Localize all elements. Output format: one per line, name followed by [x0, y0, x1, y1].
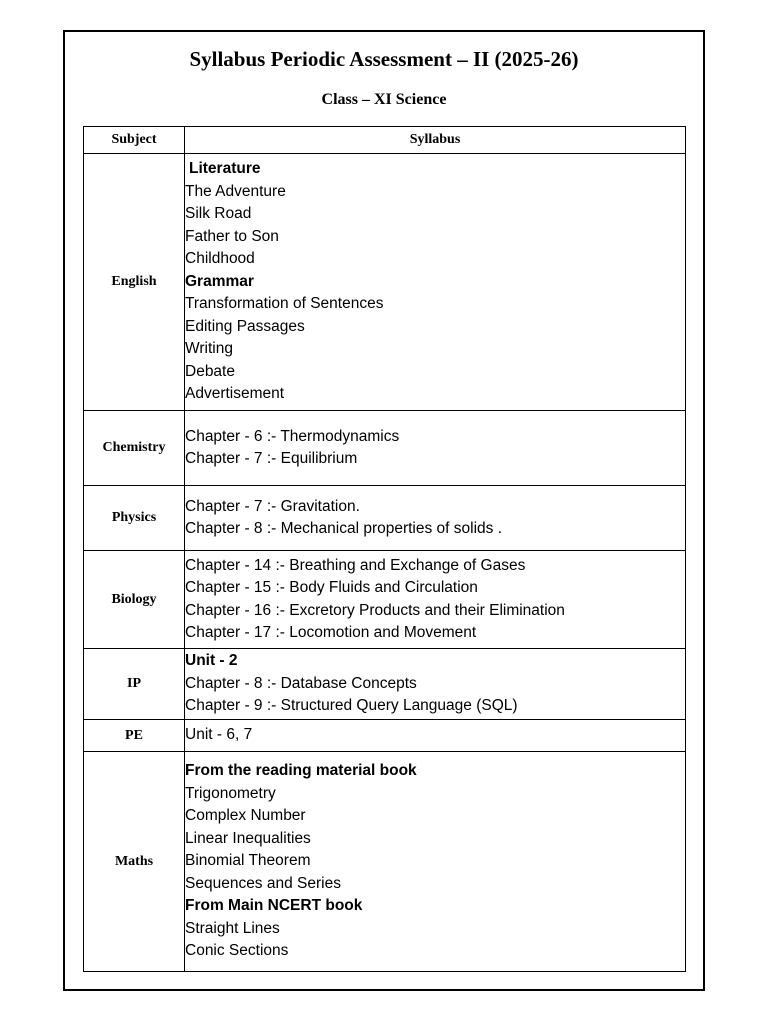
syllabus-line: Chapter - 17 :- Locomotion and Movement — [185, 624, 477, 641]
syllabus-line: Childhood — [185, 250, 255, 268]
syllabus-line: Binomial Theorem — [185, 852, 311, 870]
document-title: Syllabus Periodic Assessment – II (2025-26) — [189, 47, 579, 71]
syllabus-line: Linear Inequalities — [185, 829, 311, 847]
syllabus-line: Silk Road — [185, 205, 252, 223]
syllabus-cell — [185, 551, 686, 649]
syllabus-cell — [185, 649, 686, 720]
section-heading: From Main NCERT book — [185, 897, 363, 915]
syllabus-line: Advertisement — [185, 385, 285, 403]
section-heading: Unit - 2 — [185, 652, 238, 670]
section-heading: From the reading material book — [185, 762, 417, 780]
syllabus-line: Editing Passages — [185, 317, 305, 335]
subject-cell: PE — [84, 720, 185, 752]
syllabus-line: Unit - 6, 7 — [185, 726, 253, 744]
table-row-maths — [84, 752, 686, 972]
subject-cell: Chemistry — [84, 411, 185, 486]
syllabus-line: Conic Sections — [185, 942, 289, 960]
syllabus-cell — [185, 411, 686, 486]
subject-cell: English — [84, 154, 185, 411]
table-row-biology — [84, 551, 686, 649]
syllabus-cell — [185, 154, 686, 411]
table-row-chemistry — [84, 411, 686, 486]
syllabus-table — [83, 126, 686, 972]
subject-cell: IP — [84, 649, 185, 720]
subject-column-header: Subject — [84, 127, 185, 154]
syllabus-line: Writing — [185, 340, 233, 358]
section-heading: Grammar — [185, 272, 254, 290]
syllabus-line: Complex Number — [185, 807, 306, 825]
syllabus-line: Chapter - 7 :- Equilibrium — [185, 450, 358, 467]
syllabus-line: Chapter - 9 :- Structured Query Language (SQL) — [185, 697, 518, 715]
syllabus-line: Chapter - 6 :- Thermodynamics — [185, 427, 400, 445]
syllabus-line: Chapter - 14 :- Breathing and Exchange of Gases — [185, 556, 526, 574]
syllabus-line: Debate — [185, 362, 235, 380]
syllabus-line: Chapter - 8 :- Database Concepts — [185, 674, 417, 692]
section-heading: Literature — [189, 160, 261, 178]
table-header-row — [84, 127, 686, 154]
subject-cell: Physics — [84, 486, 185, 551]
table-row-english — [84, 154, 686, 411]
syllabus-line: Father to Son — [185, 227, 279, 245]
table-row-physics — [84, 486, 686, 551]
syllabus-column-header: Syllabus — [185, 127, 686, 154]
syllabus-line: Trigonometry — [185, 784, 276, 802]
syllabus-line: Chapter - 8 :- Mechanical properties of solids . — [185, 520, 503, 537]
syllabus-cell — [185, 720, 686, 752]
subject-cell: Biology — [84, 551, 185, 649]
table-row-pe — [84, 720, 686, 752]
table-row-ip — [84, 649, 686, 720]
syllabus-line: Chapter - 15 :- Body Fluids and Circulation — [185, 579, 478, 596]
syllabus-line: Straight Lines — [185, 919, 280, 937]
subject-cell: Maths — [84, 752, 185, 972]
document-subtitle: Class – XI Science — [321, 91, 447, 108]
syllabus-line: Chapter - 7 :- Gravitation. — [185, 497, 360, 515]
syllabus-line: Sequences and Series — [185, 874, 341, 892]
syllabus-line: Transformation of Sentences — [185, 295, 384, 313]
syllabus-line: The Adventure — [185, 182, 286, 200]
syllabus-cell — [185, 752, 686, 972]
syllabus-cell — [185, 486, 686, 551]
syllabus-line: Chapter - 16 :- Excretory Products and their Elimination — [185, 601, 565, 619]
